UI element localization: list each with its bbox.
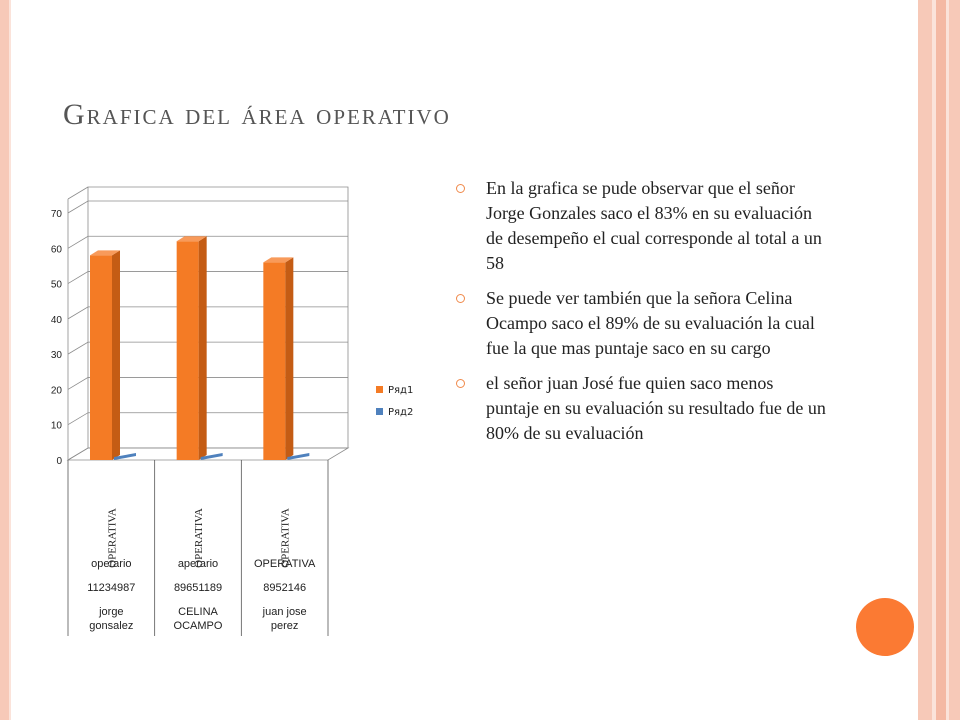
category-level3-label: 89651189 [173,582,223,594]
y-tick-label: 0 [56,456,62,467]
bar-series1-side [285,257,293,460]
bullet-circle-icon [456,379,465,388]
category-level4-label: CELINA [178,606,218,618]
bullet-circle-icon [456,184,465,193]
bullet-text: En la grafica se pude observar que el señor Jorge Gonzales saco el 83% en su evaluación de desempeño el cual corresponde al total a un 58 [486,178,822,273]
frame-right-stripe [918,0,932,720]
category-level3-label: 8952146 [263,582,307,594]
category-level4-label: juan jose [262,606,307,618]
bar-chart-svg [46,178,414,640]
category-level3-label: 11234987 [87,582,136,594]
y-tick-label: 60 [50,244,62,256]
category-level1-label: OPERATIVA [106,508,119,568]
frame-left-inner-stripe [9,0,11,720]
category-level1-label: OPERATIVA [193,508,205,568]
frame-right-stripe-outer [949,0,960,720]
category-level2-label: aperario [177,558,219,570]
bullet-text: Se puede ver también que la señora Celina Ocampo saco el 89% de su evaluación la cual fue la que mas puntaje saco en su cargo [486,288,815,358]
category-level4-label: jorge [99,606,124,618]
bar-series1-side [199,236,207,460]
category-level4-label: gonsalez [89,620,134,632]
chart-back-wall [88,187,348,448]
bar-series1-side [112,250,120,460]
bar-series1-front [177,241,199,460]
bullet-text: el señor juan José fue quien saco menos puntaje en su evaluación su resultado fue de un 80% de su evaluación [486,373,826,443]
bullet-circle-icon [456,294,465,303]
category-level2-label: operario [91,558,132,570]
slide-title: Grafica del área operativo [63,98,451,131]
legend-swatch [376,408,383,415]
legend-label: Ряд1 [388,385,414,396]
legend-swatch [376,386,383,393]
bullet-list [456,176,826,456]
bullet-item-1 [456,176,826,276]
y-tick-label: 70 [50,209,62,220]
bar-chart [46,178,414,640]
bullet-item-2 [456,286,826,361]
category-level2-label: OPERATIVA [254,558,316,570]
bar-series1-front [90,255,112,460]
y-tick-label: 40 [50,314,62,326]
y-tick-label: 50 [50,279,62,291]
category-level4-label: OCAMPO [173,620,223,632]
y-tick-label: 10 [50,420,62,432]
decorative-orange-circle [856,598,914,656]
bullet-item-3 [456,371,826,446]
category-level1-label: OPERATIVA [279,508,292,568]
legend-label: Ряд2 [388,407,414,418]
category-level4-label: perez [270,620,299,632]
bar-series1-front [263,262,285,460]
y-tick-label: 30 [50,350,62,362]
y-tick-label: 20 [50,385,62,397]
frame-left-stripe [0,0,9,720]
frame-right-stripe-dark [936,0,946,720]
